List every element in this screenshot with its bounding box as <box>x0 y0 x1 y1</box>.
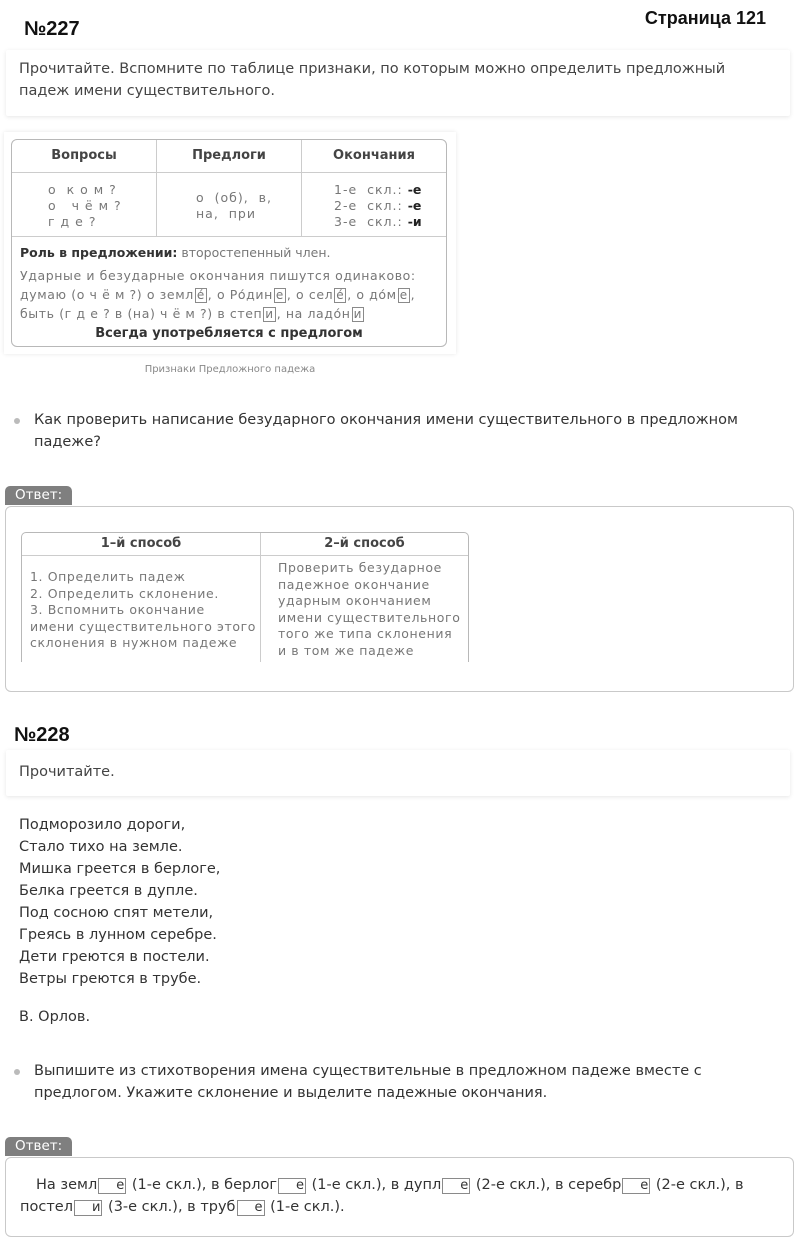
task-number-227: №227 <box>24 18 80 40</box>
example-text: думаю (о ч ё м ?) о земл <box>20 287 194 302</box>
method-2-line: Проверить безударное <box>278 560 442 575</box>
method-2-line: имени существительного <box>278 609 461 625</box>
example-line-2 <box>20 304 365 323</box>
ending-row <box>334 214 422 230</box>
method-2-text <box>278 560 460 659</box>
poem-line: Греясь в лунном серебре. <box>19 927 217 943</box>
ending-box: и <box>353 307 362 321</box>
example-text: , о до́м <box>347 287 397 302</box>
question-228 <box>14 1060 774 1104</box>
ending-box: е́ <box>196 288 205 302</box>
answer-label-227: Ответ: <box>5 486 72 505</box>
example-text: , на ладо́н <box>276 306 351 321</box>
poem-line: Ветры греются в трубе. <box>19 971 202 987</box>
ending-value: -е <box>407 182 422 197</box>
page-number: Страница 121 <box>644 8 766 28</box>
poem-line: Под сосною спят метели, <box>19 905 214 921</box>
ending-label: 1-е скл.: <box>334 182 403 197</box>
example-text: , <box>410 287 416 302</box>
method-1-line: имени существительного этого <box>30 618 257 634</box>
figure-caption: Признаки Предложного падежа <box>144 364 316 375</box>
instruction-card-227 <box>6 50 790 116</box>
role-line <box>20 244 331 262</box>
method-1-line: 1. Определить падеж <box>30 569 186 584</box>
answer-segment: (2-е скл.), в серебр <box>471 1177 622 1193</box>
ending-box: е <box>278 1178 306 1194</box>
table-divider <box>301 140 302 236</box>
poem-line: Мишка греется в берлоге, <box>19 861 221 877</box>
ending-row <box>334 198 421 214</box>
answer-segment: (2-е скл.), в постел <box>20 1177 744 1215</box>
role-label: Роль в предложении: <box>20 245 178 260</box>
poem-line: Подморозило дороги, <box>19 817 186 833</box>
answer-segment: На земл <box>36 1177 98 1193</box>
example-line-1 <box>20 285 415 304</box>
table-divider <box>156 140 157 236</box>
poem-author: В. Орлов. <box>19 1009 91 1025</box>
question-227 <box>14 409 774 453</box>
poem-line: Стало тихо на земле. <box>19 839 183 855</box>
prepositions-line: о (об), в, <box>196 190 272 205</box>
ending-box: е <box>237 1200 265 1216</box>
prepositions-line: на, при <box>196 206 256 221</box>
case-signs-figure <box>4 132 456 354</box>
instruction-text-228: Прочитайте. <box>19 764 115 780</box>
answer-segment: (1-е скл.), в берлог <box>127 1177 277 1193</box>
poem-line: Дети греются в постели. <box>19 949 210 965</box>
question-text-228: Выпишите из стихотворения имена существительные в предложном падеже вместе с предлогом. Укажите склонение и выделите падежные окончания. <box>34 1063 702 1101</box>
question-item: о к о м ? <box>48 182 117 197</box>
table-header-prepositions: Предлоги <box>192 148 266 163</box>
note-line: Ударные и безударные окончания пишутся одинаково: <box>20 268 416 283</box>
method-1-line: 3. Вспомнить окончание <box>30 602 205 617</box>
answer-label-228: Ответ: <box>5 1137 72 1156</box>
table-header-endings: Окончания <box>333 148 415 163</box>
case-signs-table <box>11 139 447 347</box>
ending-box: и <box>265 307 274 321</box>
question-text-227: Как проверить написание безударного окончания имени существительного в предложном падеже? <box>34 412 738 450</box>
method-header-2: 2–й способ <box>324 536 405 551</box>
method-2-line: того же типа склонения <box>278 626 453 641</box>
methods-table <box>21 532 469 662</box>
ending-value: -и <box>407 214 422 229</box>
table-divider <box>12 172 446 173</box>
ending-label: 2-е скл.: <box>334 198 403 213</box>
answer-segment: (3-е скл.), в труб <box>103 1199 236 1215</box>
task-number-228: №228 <box>14 724 70 746</box>
role-value: второстепенный член. <box>181 245 331 260</box>
ending-box: е <box>622 1178 650 1194</box>
method-2-line: падежное окончание <box>278 576 430 592</box>
question-item: г д е ? <box>48 214 97 229</box>
table-divider <box>22 555 468 556</box>
poem-line: Белка греется в дупле. <box>19 883 198 899</box>
table-divider <box>12 236 446 237</box>
table-divider <box>260 533 261 662</box>
example-text: , о Ро́дин <box>207 287 273 302</box>
method-2-line: ударным окончанием <box>278 593 432 608</box>
ending-box: и <box>74 1200 102 1216</box>
method-1-text <box>30 569 256 652</box>
poem <box>19 814 220 990</box>
answer-text-228 <box>20 1174 779 1218</box>
instruction-text-227: Прочитайте. Вспомните по таблице признаки, по которым можно определить предложный падеж имени существительного. <box>19 61 726 99</box>
ending-box: е <box>399 288 408 302</box>
method-1-line: 2. Определить склонение. <box>30 585 219 601</box>
ending-box: е́ <box>336 288 345 302</box>
ending-label: 3-е скл.: <box>334 214 403 229</box>
method-header-1: 1–й способ <box>100 536 182 551</box>
answer-segment: (1-е скл.). <box>265 1199 345 1215</box>
instruction-card-228 <box>6 750 790 796</box>
always-with-preposition: Всегда употребляется с предлогом <box>95 326 363 341</box>
ending-row <box>334 182 421 198</box>
ending-box: е <box>442 1178 470 1194</box>
ending-box: е <box>275 288 284 302</box>
example-text: , о сел <box>286 287 334 302</box>
question-item: о ч ё м ? <box>48 198 122 213</box>
example-text: быть (г д е ? в (на) ч ё м ?) в степ <box>20 306 263 321</box>
answer-box-228 <box>5 1157 794 1237</box>
method-1-line: склонения в нужном падеже <box>30 635 238 650</box>
table-header-questions: Вопросы <box>51 148 117 163</box>
ending-value: -е <box>407 198 422 213</box>
answer-segment: (1-е скл.), в дупл <box>306 1177 442 1193</box>
method-2-line: и в том же падеже <box>278 642 415 658</box>
bullet-icon <box>14 1069 20 1075</box>
ending-box: е <box>98 1178 126 1194</box>
bullet-icon <box>14 418 20 424</box>
